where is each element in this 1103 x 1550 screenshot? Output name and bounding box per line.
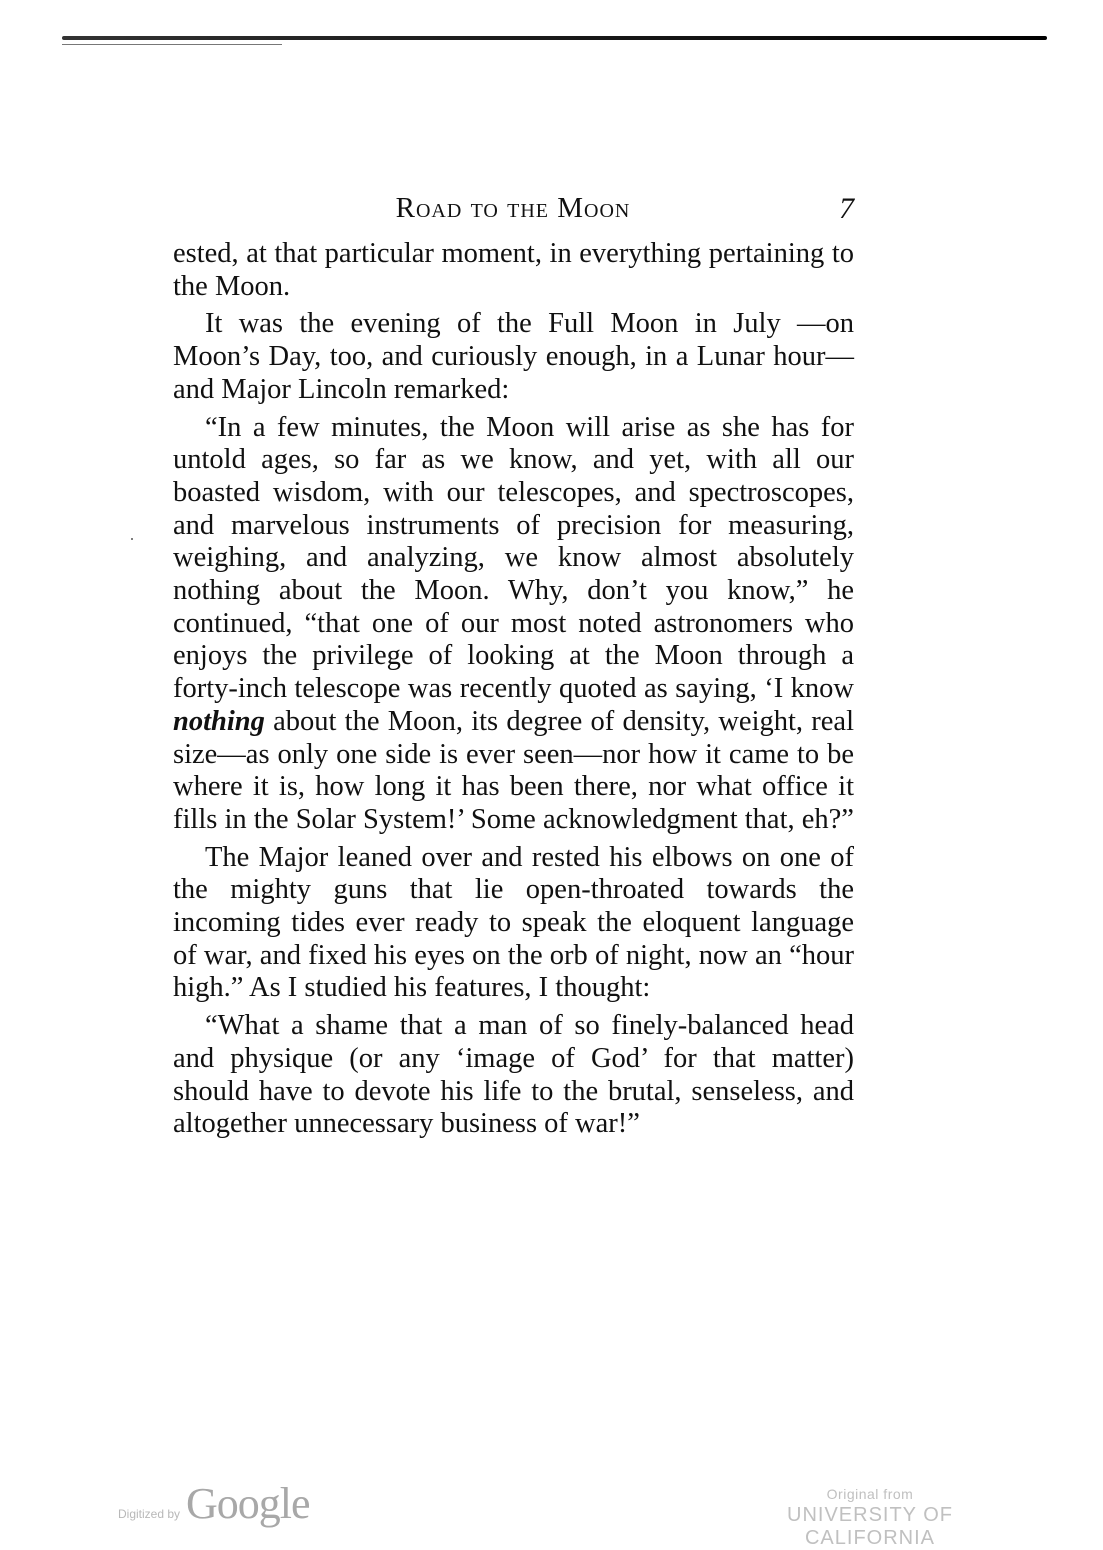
paragraph-text: The Major leaned over and rested his elbows on one of the mighty guns that lie open-throated towards the incoming tides ever ready to speak the eloquent language of war, and fixed his eyes on the orb of night, now an “hour high.” As I studied his features, I thought: xyxy=(173,841,854,1004)
page-number: 7 xyxy=(839,192,854,225)
paragraph xyxy=(173,412,854,837)
running-title: Road to the Moon xyxy=(395,192,631,224)
paragraph-text: about the Moon, its degree of density, weight, real size—as only one side is ever seen—nor how it came to be where it is, how long it has been there, nor what office it fills in the Solar System!’ Some acknowledgment that, eh?” xyxy=(173,705,854,835)
paragraph xyxy=(173,842,854,1006)
paragraph xyxy=(173,1010,854,1141)
scan-speck xyxy=(131,538,133,540)
paragraph-text: It was the evening of the Full Moon in July —on Moon’s Day, too, and curiously enough, in a Lunar hour—and Major Lincoln remarked: xyxy=(173,308,854,405)
paragraph xyxy=(173,238,854,303)
original-source: UNIVERSITY OF CALIFORNIA xyxy=(787,1504,953,1549)
emphasis: nothing xyxy=(173,705,265,737)
running-head xyxy=(172,192,854,232)
digitized-by-watermark xyxy=(118,1478,310,1528)
original-from-watermark xyxy=(730,1486,1010,1550)
top-rule xyxy=(62,36,1047,40)
paragraph-text: ested, at that particular moment, in everything pertaining to the Moon. xyxy=(173,238,854,302)
original-label: Original from xyxy=(826,1486,914,1502)
top-rule-thin xyxy=(62,44,282,45)
paragraph-text: “What a shame that a man of so finely-balanced head and physique (or any ‘image of God’ for that matter) should have to devote his life to the brutal, senseless, and altogether unnecessary business of war!” xyxy=(173,1010,854,1140)
digitized-label: Digitized by xyxy=(118,1507,181,1521)
paragraph-text: “In a few minutes, the Moon will arise as she has for untold ages, so far as we know, and yet, with all our boasted wisdom, with our telescopes, and spectroscopes, and marvelous instruments of precision for measuring, weighing, and analyzing, we know almost absolutely nothing about the Moon. Why, don’t you know,” he continued, “that one of our most noted astronomers who enjoys the privilege of looking at the Moon through a forty-inch telescope was recently quoted as saying, ‘I know xyxy=(173,411,854,705)
google-logo: Google xyxy=(186,1479,310,1528)
body-text xyxy=(173,238,854,1146)
paragraph xyxy=(173,308,854,406)
